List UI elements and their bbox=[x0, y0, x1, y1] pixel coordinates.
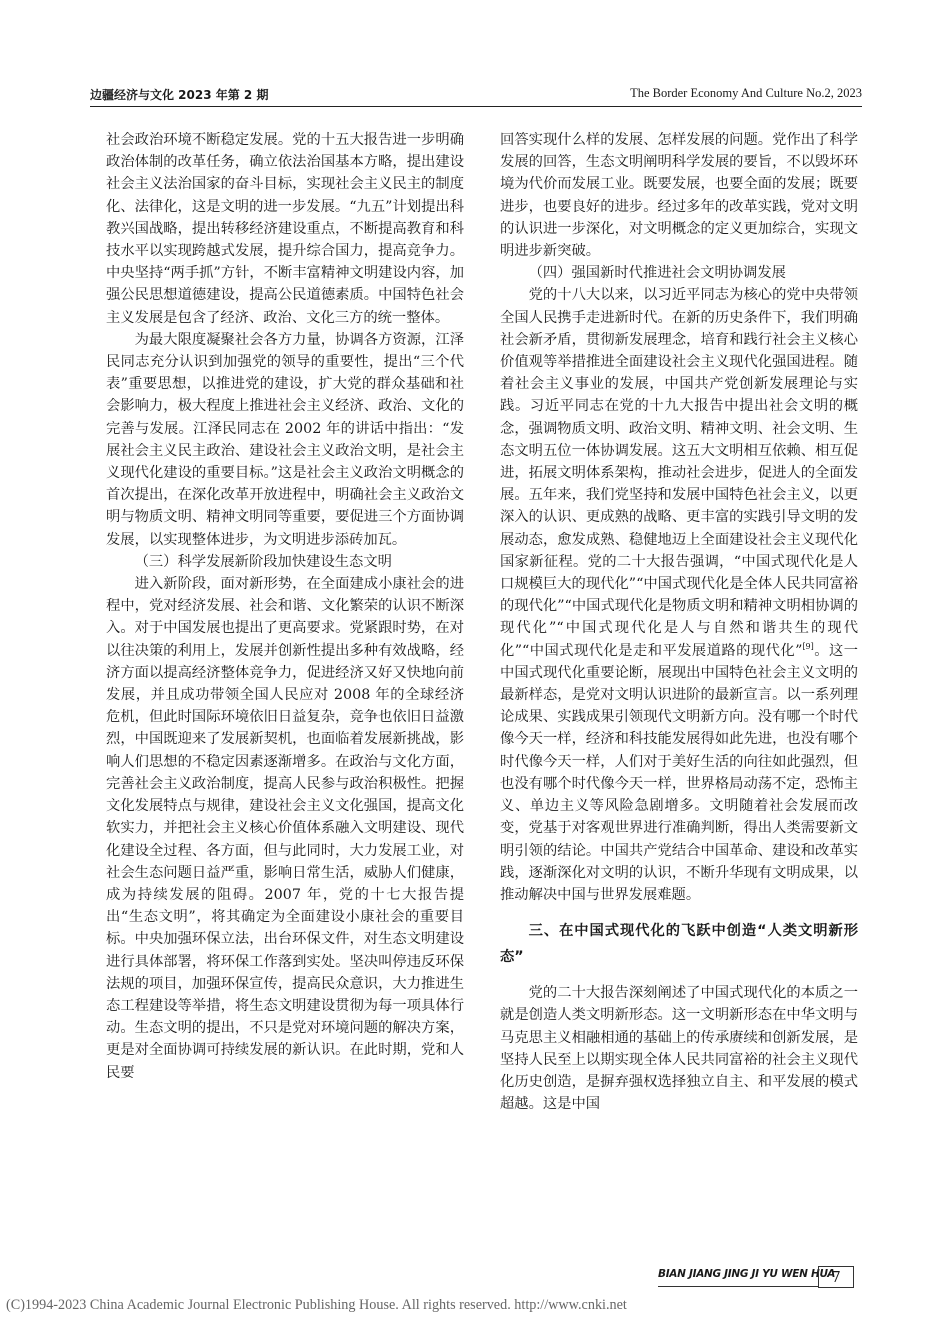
footer-journal-pinyin: BIAN JIANG JING JI YU WEN HUA bbox=[658, 1268, 836, 1280]
citation-ref: [9] bbox=[802, 641, 814, 651]
journal-title-cn: 边疆经济与文化 2023 年第 2 期 bbox=[90, 88, 269, 102]
paragraph: 为最大限度凝聚社会各方力量，协调各方资源，江泽民同志充分认识到加强党的领导的重要性，提出“三个代表”重要思想，以推进党的建设，扩大党的群众基础和社会影响力，极大程度上推进社会主义经济、政治、文化的完善与发展。江泽民同志在 2002 年的讲话中指出：“发展社会主义民主政治、建设社会主义政治文明，是社会主义现代化建设的重要目标。”这是社会主义政治文明概念的首次提出，在深化改革开放进程中，明确社会主义政治文明与物质文明、精神文明同等重要，要促进三个方面协调发展，以实现整体进步，为文明进步添砖加瓦。 bbox=[106, 331, 464, 548]
paragraph: 回答实现什么样的发展、怎样发展的问题。党作出了科学发展的回答，生态文明阐明科学发展的要旨，不以毁坏环境为代价而发展工业。既要发展，也要全面的发展；既要进步，也要良好的进步。经过多年的改革实践，党对文明的认识进一步深化，对文明概念的定义更加综合，实现文明进步新突破。 bbox=[500, 132, 858, 260]
paragraph: 社会政治环境不断稳定发展。党的十五大报告进一步明确政治体制的改革任务，确立依法治国基本方略，提出建设社会主义法治国家的奋斗目标，实现社会主义民主的制度化、法律化，这是文明的进一步发展。“九五”计划提出科教兴国战略，提出转移经济建设重点，不断提高教育和科技水平以实现跨越式发展，提升综合国力，提高竞争力。中央坚持“两手抓”方针，不断丰富精神文明建设内容，加强公民思想道德建设，提高公民道德素质。中国特色社会主义发展是包含了经济、政治、文化三方的统一整体。 bbox=[106, 132, 464, 326]
footer-rule bbox=[658, 1286, 818, 1287]
page-number: 7 bbox=[818, 1266, 854, 1288]
section-heading: 三、在中国式现代化的飞跃中创造“人类文明新形态” bbox=[500, 923, 858, 966]
paragraph bbox=[500, 284, 858, 906]
paragraph-text: 。这一中国式现代化重要论断，展现出中国特色社会主义文明的最新样态，是党对文明认识进阶的最新宣言。以一系列理论成果、实践成果引领现代文明新方向。没有哪一个时代像今天一样，经济和科技能发展得如此先进，也没有哪个时代像今天一样，人们对于美好生活的向往如此强烈，但也没有哪个时代像今天一样，世界格局动荡不定，恐怖主义、单边主义等风险急剧增多。文明随着社会发展而改变，党基于对客观世界进行准确判断，得出人类需要新文明引领的结论。中国共产党结合中国革命、建设和改革实践，逐渐深化对文明的认识，不断升华现有文明成果，以推动解决中国与世界发展难题。 bbox=[500, 642, 859, 903]
paragraph: 党的二十大报告深刻阐述了中国式现代化的本质之一就是创造人类文明新形态。这一文明新形态在中华文明与马克思主义相融相通的基础上的传承赓续和创新发展，是坚持人民至上以期实现全体人民共同富裕的社会主义现代化历史创造，是摒弃强权选择独立自主、和平发展的模式超越。这是中国 bbox=[500, 985, 858, 1113]
right-column bbox=[500, 129, 858, 1115]
header-rule bbox=[90, 106, 862, 107]
journal-title-en: The Border Economy And Culture No.2, 2023 bbox=[630, 86, 862, 100]
left-column bbox=[106, 129, 464, 1084]
subsection-heading: （四）强国新时代推进社会文明协调发展 bbox=[528, 265, 786, 282]
subsection-heading: （三）科学发展新阶段加快建设生态文明 bbox=[134, 553, 392, 570]
running-header bbox=[90, 86, 862, 106]
paragraph: 进入新阶段，面对新形势，在全面建成小康社会的进程中，党对经济发展、社会和谐、文化繁荣的认识不断深入。对于中国发展也提出了更高要求。党紧跟时势，在对以往决策的利用上，发展并创新性提出多种有效战略，经济方面以提高经济整体竞争力，促进经济又好又快地向前发展，并且成功带领全国人民应对 2008 年的全球经济危机，但此时国际环境依旧日益复杂，竞争也依旧日益激烈，中国既迎来了发展新契机，也面临着发展新挑战，影响人们思想的不稳定因素逐渐增多。在政治与文化方面，完善社会主义政治制度，提高人民参与政治积极性。把握文化发展特点与规律，建设社会主义文化强国，提高文化软实力，并把社会主义核心价值体系融入文明建设、现代化建设全过程、各方面，但与此同时，大力发展工业，对社会生态问题日益严重，影响日常生活，威胁人们健康，成为持续发展的阻碍。2007 年，党的十七大报告提出“生态文明”，将其确定为全面建设小康社会的重要目标。中央加强环保立法，出台环保文件，对生态文明建设进行具体部署，将环保工作落到实处。坚决叫停违反环保法规的项目，加强环保宣传，提高民众意识，大力推进生态工程建设等举措，将生态文明建设贯彻为每一项具体行动。生态文明的提出，不只是党对环境问题的解决方案，更是对全面协调可持续发展的新认识。在此时期，党和人民要 bbox=[106, 576, 464, 1081]
copyright-notice: (C)1994-2023 China Academic Journal Electronic Publishing House. All rights reserved. http://www.cnki.net bbox=[6, 1297, 627, 1313]
paragraph-text: 党的十八大以来，以习近平同志为核心的党中央带领全国人民携手走进新时代。在新的历史条件下，我们明确社会新矛盾，贯彻新发展理念，培育和践行社会主义核心价值观等举措推进全面建设社会主义现代化强国进程。随着社会主义事业的发展，中国共产党创新发展理论与实践。习近平同志在党的十九大报告中提出社会文明的概念，强调物质文明、政治文明、精神文明、社会文明、生态文明五位一体协调发展。这五大文明相互依赖、相互促进，拓展文明体系架构，推动社会进步，促进人的全面发展。五年来，我们党坚持和发展中国特色社会主义，以更深入的认识、更成熟的战略、更丰富的实践引导文明的发展动态，愈发成熟、稳健地迈上全面建设社会主义现代化国家新征程。党的二十大报告强调，“中国式现代化是人口规模巨大的现代化”“中国式现代化是全体人民共同富裕的现代化”“中国式现代化是物质文明和精神文明相协调的现代化”“中国式现代化是人与自然和谐共生的现代化”“中国式现代化是走和平发展道路的现代化” bbox=[500, 287, 858, 659]
